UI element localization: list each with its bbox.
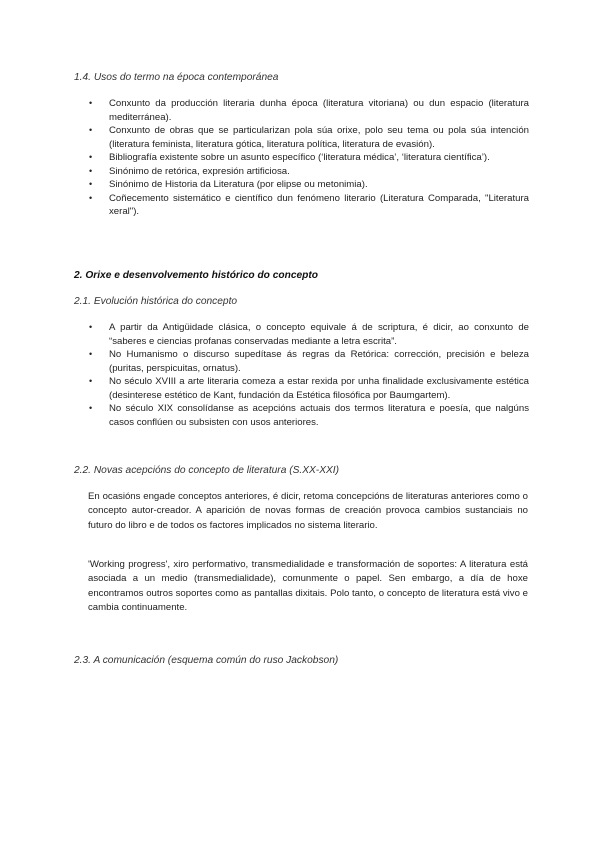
section-2-1-heading: 2.1. Evolución histórica do concepto — [74, 296, 238, 307]
list-item: • Sinónimo de Historia da Literatura (por elipse ou metonimia). — [89, 178, 529, 192]
list-item: • A partir da Antigüidade clásica, o concepto equivale á de scriptura, é dicir, ao conxunto de “saberes e ciencias profanas conservadas mediante a letra escrita”. — [89, 321, 529, 348]
list-item: • No século XVIII a arte literaria comeza a estar rexida por unha finalidade exclusivamente estética (desinterese estético de Kant, fundación da Estética filosófica por Baumgartem). — [89, 375, 529, 402]
list-item: • No século XIX consolídanse as acepcións actuais dos termos literatura e poesía, que nalgúns casos conflúen ou subsisten con usos anteriores. — [89, 402, 529, 429]
section-2-2-paragraph-1: En ocasións engade conceptos anteriores, é dicir, retoma concepcións de literaturas anteriores como o concepto autor-creador. A aparición de novas formas de creación provoca cambios sustanciais no futuro do libro e de todos os factores implicados no sistema literario. — [88, 491, 528, 531]
section-2-2-paragraph-2: 'Working progress', xiro performativo, transmedialidade e transformación de soportes: A literatura está asociada a un medio (transmedialidade), comunmente o papel. Sen embargo, a día de hoxe encontramos outros soportes como as pantallas dixitais. Polo tanto, o concepto de literatura está vivo e cambia continuamente. — [88, 559, 528, 614]
list-item: • Coñecemento sistemático e científico dun fenómeno literario (Literatura Comparada, "Literatura xeral"). — [89, 192, 529, 219]
list-item: • Conxunto de obras que se particularizan pola súa orixe, polo seu tema ou pola súa intención (literatura feminista, literatura gótica, literatura política, literatura de evasión). — [89, 124, 529, 151]
list-item: • No Humanismo o discurso supedítase ás regras da Retórica: corrección, precisión e beleza (puritas, perspicuitas, ornatus). — [89, 348, 529, 375]
list-item: • Conxunto da producción literaria dunha época (literatura vitoriana) ou dun espacio (literatura mediterránea). — [89, 97, 529, 124]
section-1-4-list — [89, 97, 529, 219]
list-item: • Bibliografía existente sobre un asunto específico (‘literatura médica’, ‘literatura científica’). — [89, 151, 529, 165]
section-2-1-list — [89, 321, 529, 429]
list-item: • Sinónimo de retórica, expresión artificiosa. — [89, 165, 529, 179]
section-2-2-heading: 2.2. Novas acepcións do concepto de literatura (S.XX-XXI) — [74, 465, 340, 476]
section-2-3-heading: 2.3. A comunicación (esquema común do ruso Jackobson) — [74, 655, 339, 666]
section-1-4-heading: 1.4. Usos do termo na época contemporánea — [74, 72, 279, 83]
section-2-heading: 2. Orixe e desenvolvemento histórico do concepto — [74, 270, 318, 281]
